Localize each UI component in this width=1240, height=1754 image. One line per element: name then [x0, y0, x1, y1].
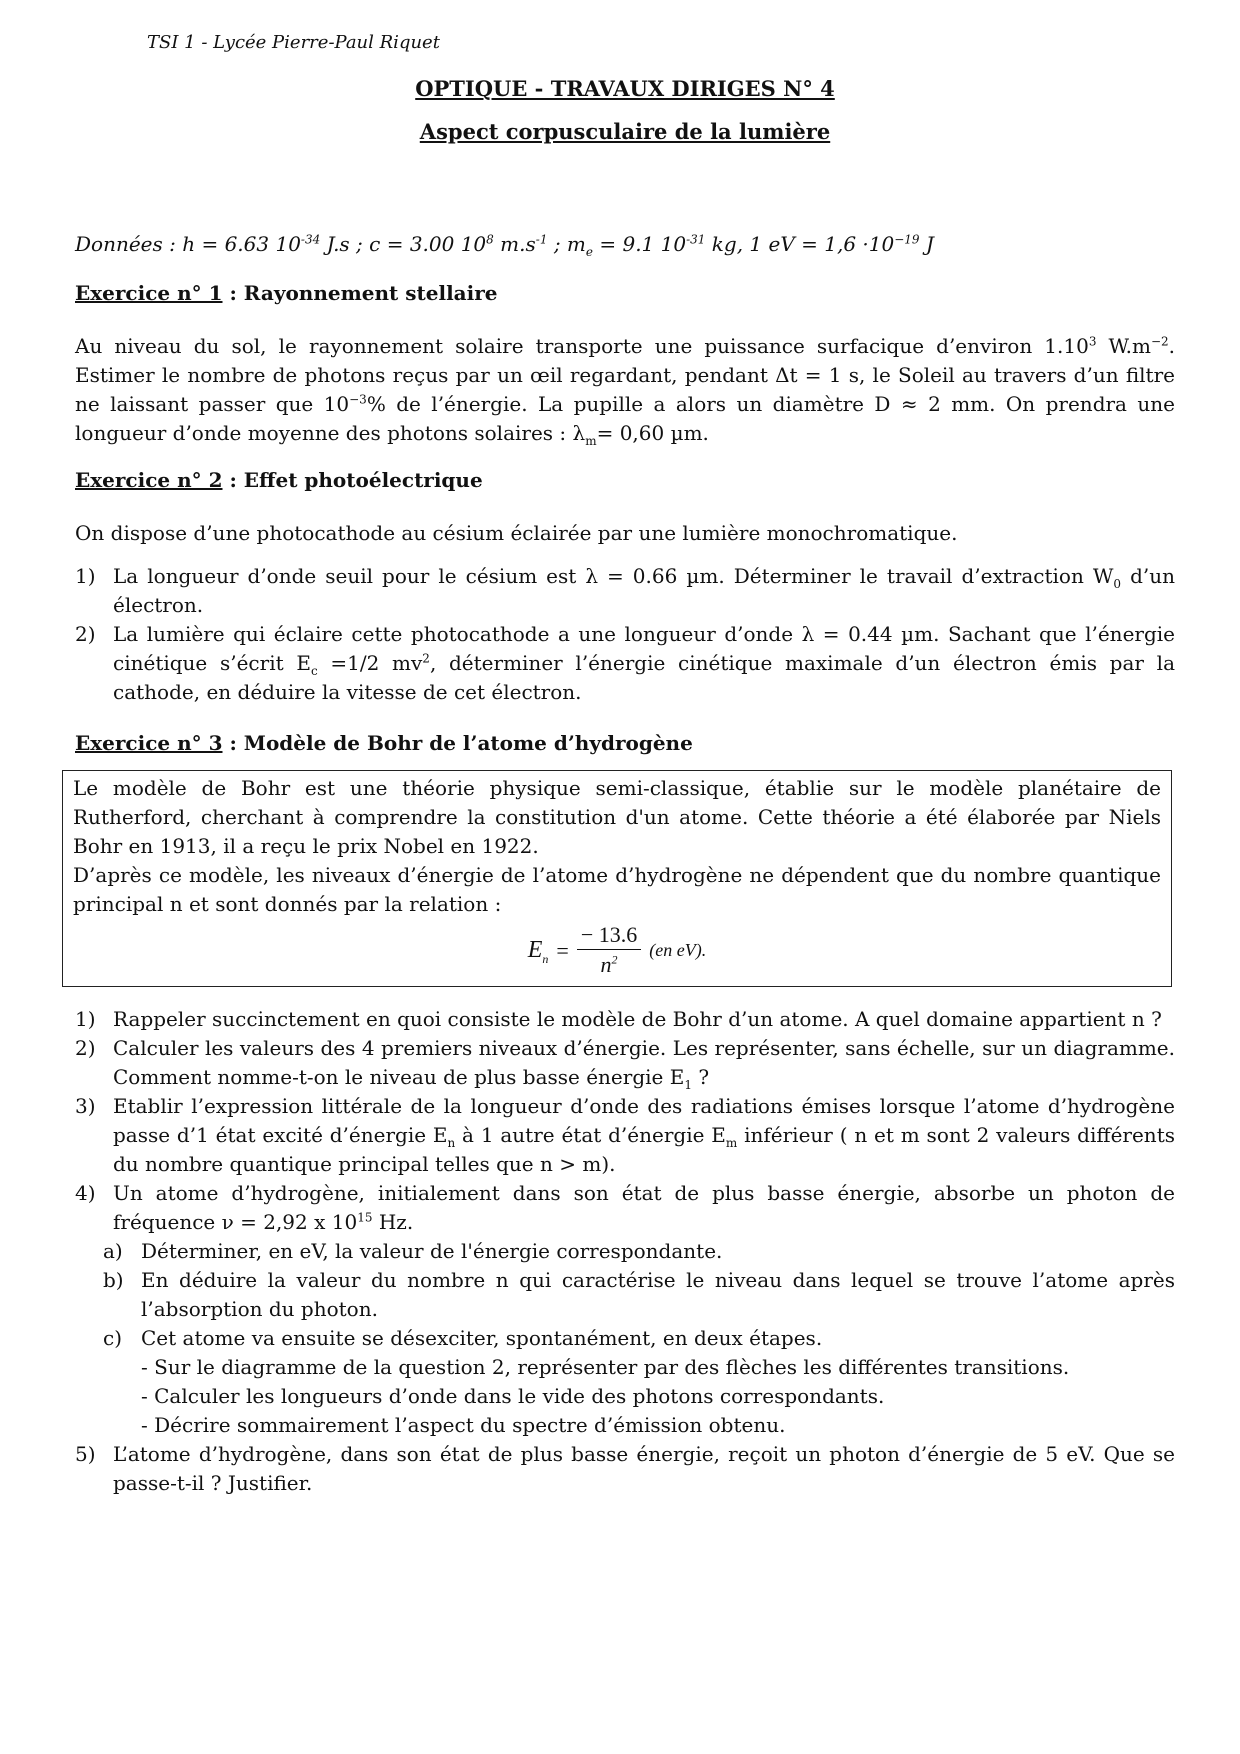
list-item: 4) Un atome d’hydrogène, initialement dans son état de plus basse énergie, absorbe un photon de fréquence ν = 2,92 x $10^{15}$ Hz. [75, 1181, 1175, 1234]
list-item: a) Déterminer, en eV, la valeur de l'énergie correspondante. [103, 1239, 723, 1263]
exercise-1-label: Exercice n° 1 [75, 281, 223, 305]
exercise-2-heading: Exercice n° 2 : Effet photoélectrique [75, 468, 483, 492]
list-item: - Sur le diagramme de la question 2, représenter par des flèches les différentes transitions. [141, 1355, 1070, 1379]
list-item: c) Cet atome va ensuite se désexciter, spontanément, en deux étapes. [103, 1326, 823, 1350]
list-item: 1) La longueur d’onde seuil pour le césium est λ = 0.66 µm. Déterminer le travail d’extraction $W_0$ d’un électron. [75, 564, 1175, 617]
page-subtitle: Aspect corpusculaire de la lumière [419, 119, 831, 144]
exercise-1-heading: Exercice n° 1 : Rayonnement stellaire [75, 281, 498, 305]
list-item: - Calculer les longueurs d’onde dans le vide des photons correspondants. [141, 1384, 885, 1408]
exercise-3-heading: Exercice n° 3 : Modèle de Bohr de l’atome d’hydrogène [75, 731, 693, 755]
bohr-intro-text: Le modèle de Bohr est une théorie physique semi-classique, établie sur le modèle planétaire de Rutherford, cherchant à comprendre la constitution d'un atome. Cette théorie a été élaborée par Niels Bohr en 1913, il a reçu le prix Nobel en 1922. [73, 776, 1161, 858]
list-item: 3) Etablir l’expression littérale de la longueur d’onde des radiations émises lorsque l’atome d’hydrogène passe d’1 état excité d’énergie $E_n$ à 1 autre état d’énergie $E_m$ inférieur ( n et m sont 2 valeurs différents du nombre quantique principal telles que n > m). [75, 1094, 1175, 1176]
exercise-1-text: Au niveau du sol, le rayonnement solaire transporte une puissance surfacique d’environ 1.10$^3$ $W.m^{-2}$. Estimer le nombre de photons reçus par un œil regardant, pendant Δt = 1 s, le Soleil au travers d’un filtre ne laissant passer que $10^{-3}\%$ de l’énergie. La pupille a alors un diamètre D ≈ 2 mm. On prendra une longueur d’onde moyenne des photons solaires : $\lambda_m= 0,60$ µm. [75, 334, 1175, 448]
document-page [75, 28, 1175, 1498]
constants-data: Données : h = 6.63 $10^{-34}$ J.s ; c = 3.00 $10^8$ $m.s^{-1}$ ; $m_e = 9.1$ $10^{-31}$ kg, 1 eV = $1,6 \cdot 10^{-19}$ J [75, 232, 934, 259]
list-item: 1) Rappeler succinctement en quoi consiste le modèle de Bohr d’un atome. A quel domaine appartient n ? [75, 1007, 1162, 1031]
bohr-model-box [62, 770, 1172, 987]
list-item: 2) La lumière qui éclaire cette photocathode a une longueur d’onde λ = 0.44 µm. Sachant que l’énergie cinétique s’écrit $E_c =1/2$ $mv^2$, déterminer l’énergie cinétique maximale d’un électron émis par la cathode, en déduire la vitesse de cet électron. [75, 622, 1175, 704]
bohr-levels-text: D’après ce modèle, les niveaux d’énergie de l’atome d’hydrogène ne dépendent que du nombre quantique principal n et sont donnés par la relation : [73, 863, 1161, 916]
exercise-3-label: Exercice n° 3 [75, 731, 223, 755]
list-item: b) En déduire la valeur du nombre n qui caractérise le niveau dans lequel se trouve l’atome après l’absorption du photon. [103, 1268, 1175, 1321]
list-item: 2) Calculer les valeurs des 4 premiers niveaux d’énergie. Les représenter, sans échelle, sur un diagramme. Comment nomme-t-on le niveau de plus basse énergie $E_1$ ? [75, 1036, 1175, 1092]
exercise-2-questions [75, 562, 1175, 707]
school-header: TSI 1 - Lycée Pierre-Paul Riquet [147, 32, 440, 53]
exercise-2-intro: On dispose d’une photocathode au césium éclairée par une lumière monochromatique. [75, 521, 958, 545]
list-item: 5) L’atome d’hydrogène, dans son état de plus basse énergie, reçoit un photon d’énergie de 5 eV. Que se passe-t-il ? Justifier. [75, 1442, 1175, 1495]
exercise-3-questions [75, 1005, 1175, 1498]
exercise-2-label: Exercice n° 2 [75, 468, 223, 492]
page-title: OPTIQUE - TRAVAUX DIRIGES N° 4 [415, 76, 835, 101]
list-item: - Décrire sommairement l’aspect du spectre d’émission obtenu. [141, 1413, 786, 1437]
energy-formula: $E_n$ = $\frac{- 13.6}{n^2}$ (en eV). [527, 922, 707, 977]
